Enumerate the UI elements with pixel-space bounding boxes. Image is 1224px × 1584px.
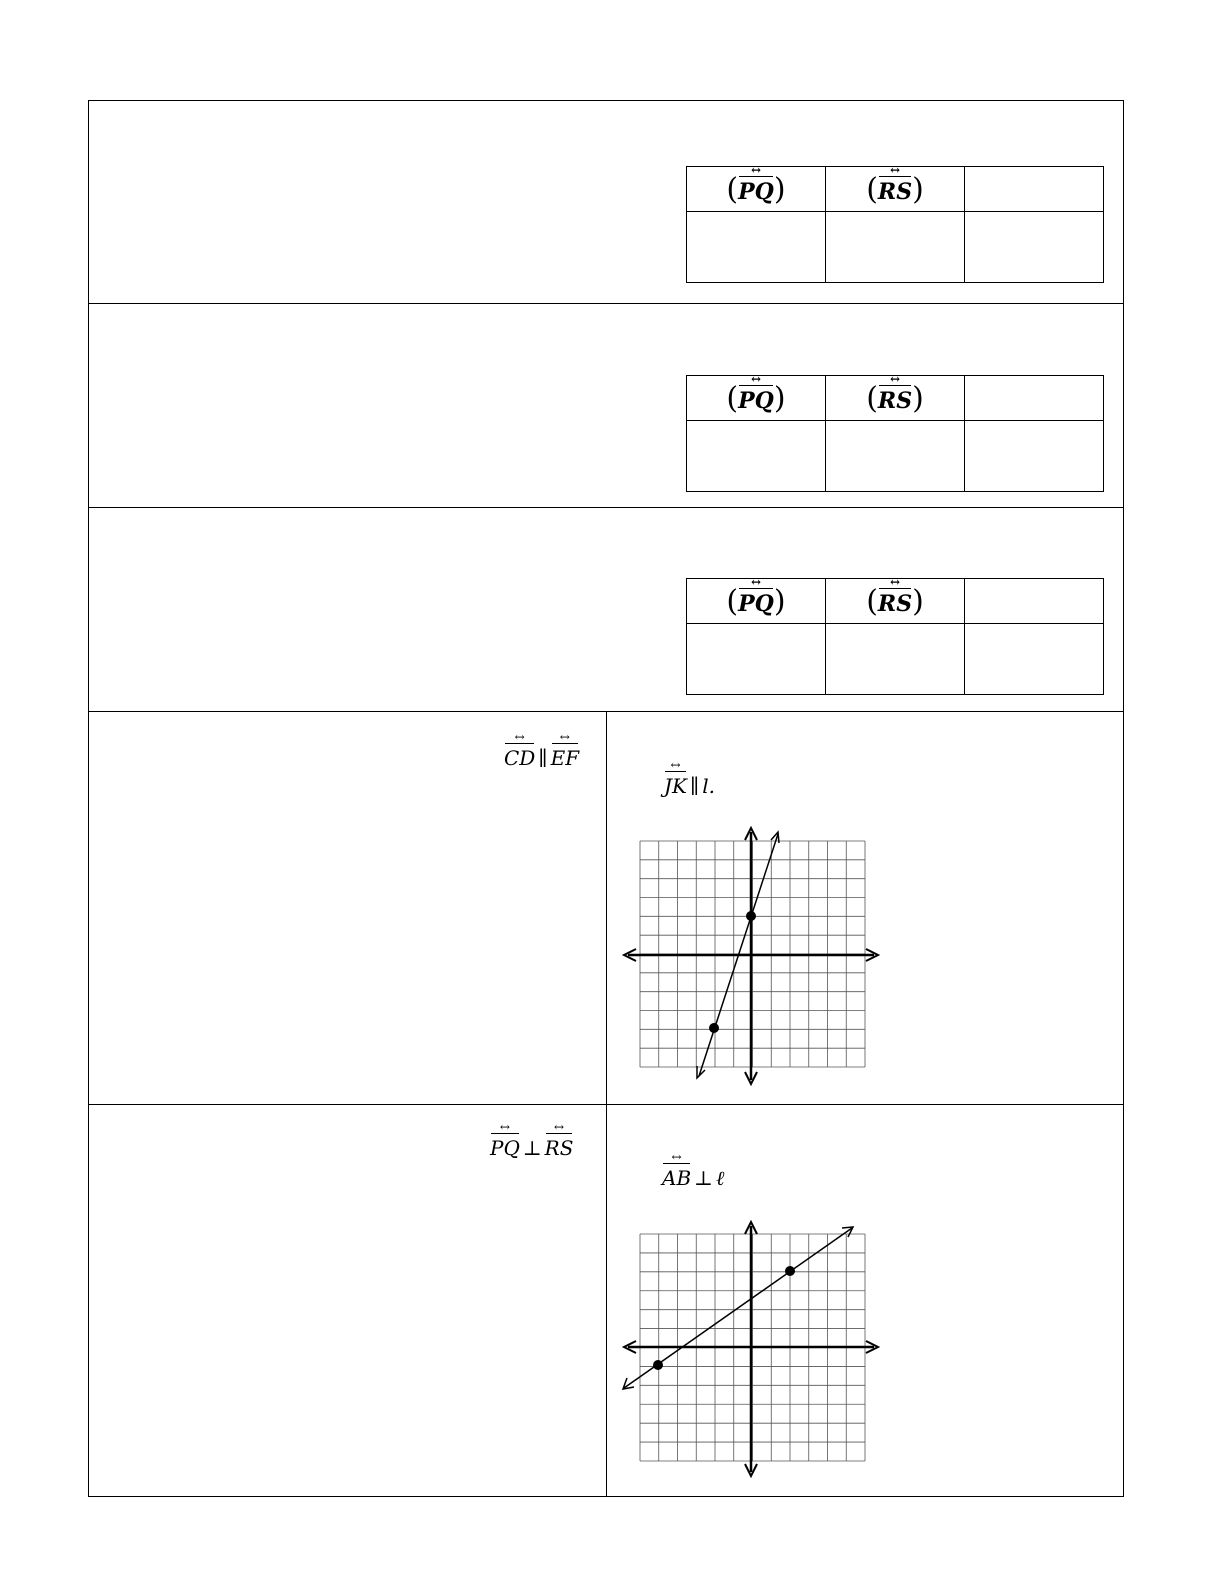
line-name: CD ↔ (504, 746, 535, 770)
answer-cell[interactable] (826, 624, 965, 695)
perpendicular-statement-left (490, 1136, 573, 1160)
parallel-statement-left (504, 746, 579, 770)
slope-header-cell: (RS ↔) (826, 376, 965, 421)
relation-symbol: ⊥ (694, 1166, 713, 1190)
relation-symbol: ∥ (538, 746, 548, 770)
coordinate-grid-1 (620, 826, 882, 1086)
slope-header-cell: (PQ ↔) (687, 579, 826, 624)
filled-dot-icon (709, 1023, 719, 1033)
parallel-statement-right (664, 774, 715, 798)
perpendicular-statement-right (662, 1166, 724, 1191)
blank-header-cell (965, 579, 1104, 624)
filled-dot-icon (653, 1360, 663, 1370)
line-name: JK ↔ (664, 774, 687, 798)
filled-dot-icon (785, 1266, 795, 1276)
coordinate-grid-2 (620, 1220, 882, 1480)
blank-header-cell (965, 376, 1104, 421)
slope-header-cell: (PQ ↔) (687, 376, 826, 421)
line-name: EF ↔ (551, 746, 579, 770)
slope-table-1 (686, 166, 1104, 283)
answer-cell[interactable] (687, 624, 826, 695)
column-divider (606, 711, 607, 1496)
line-name: RS ↔ (545, 1136, 574, 1160)
slope-header-cell: (PQ ↔) (687, 167, 826, 212)
slope-label: PQ ↔ (738, 591, 774, 617)
line-name: l. (702, 774, 715, 798)
slope-label: PQ ↔ (738, 388, 774, 414)
line-name: PQ ↔ (490, 1136, 520, 1160)
filled-dot-icon (746, 911, 756, 921)
line-name: ℓ (715, 1166, 725, 1190)
slope-label: RS ↔ (878, 388, 912, 414)
answer-cell[interactable] (826, 212, 965, 283)
answer-cell[interactable] (687, 212, 826, 283)
relation-symbol: ∥ (689, 774, 700, 798)
answer-cell[interactable] (965, 421, 1104, 492)
answer-cell[interactable] (965, 624, 1104, 695)
slope-label: RS ↔ (878, 591, 912, 617)
line-name: AB ↔ (662, 1166, 691, 1190)
slope-table-2 (686, 375, 1104, 492)
answer-cell[interactable] (687, 421, 826, 492)
axes (628, 1226, 874, 1472)
slope-label: RS ↔ (878, 179, 912, 205)
slope-table-3 (686, 578, 1104, 695)
axes (628, 832, 874, 1080)
relation-symbol: ⊥ (522, 1136, 542, 1160)
blank-header-cell (965, 167, 1104, 212)
slope-label: PQ ↔ (738, 179, 774, 205)
answer-cell[interactable] (826, 421, 965, 492)
slope-header-cell: (RS ↔) (826, 167, 965, 212)
slope-header-cell: (RS ↔) (826, 579, 965, 624)
answer-cell[interactable] (965, 212, 1104, 283)
